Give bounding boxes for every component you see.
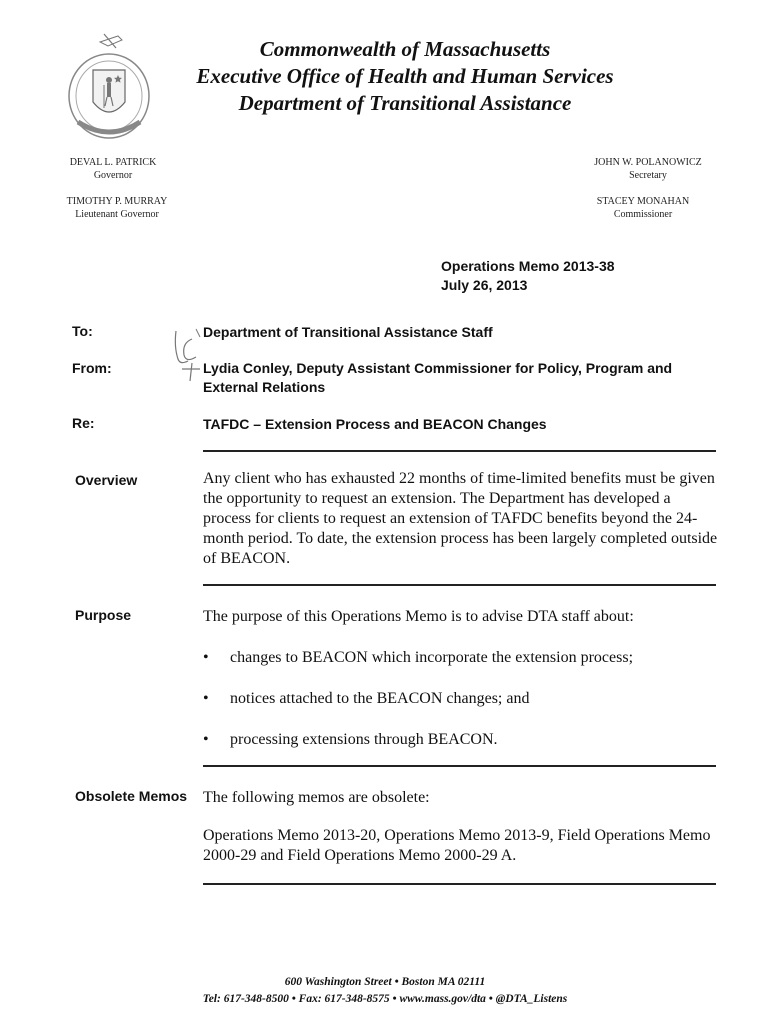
official-name: STACEY MONAHAN bbox=[596, 196, 690, 207]
header-department: Department of Transitional Assistance bbox=[238, 91, 572, 115]
handwritten-initials-icon bbox=[170, 325, 206, 383]
obsolete-text: Operations Memo 2013-20, Operations Memo 2013-9, Field Operations Memo 2000-29 and Field Operations Memo 2000-29 A. bbox=[203, 827, 711, 864]
footer-address: 600 Washington Street • Boston MA 02111 bbox=[284, 976, 486, 988]
divider bbox=[203, 450, 716, 452]
official-commissioner bbox=[588, 195, 698, 221]
list-item-text: notices attached to the BEACON changes; and bbox=[230, 690, 530, 707]
bullet-icon: • bbox=[203, 690, 209, 707]
to-label: To: bbox=[72, 323, 93, 339]
from-label: From: bbox=[72, 360, 112, 376]
from-value: Lydia Conley, Deputy Assistant Commissioner for Policy, Program and External Relations bbox=[203, 360, 673, 395]
official-lieutenant-governor bbox=[58, 195, 176, 221]
purpose-intro: The purpose of this Operations Memo is to advise DTA staff about: bbox=[203, 608, 634, 625]
divider bbox=[203, 584, 716, 586]
official-title: Commissioner bbox=[613, 209, 673, 220]
re-label: Re: bbox=[72, 415, 95, 431]
divider bbox=[203, 883, 716, 885]
obsolete-memos-label: Obsolete Memos bbox=[75, 788, 188, 804]
memo-date: July 26, 2013 bbox=[441, 277, 528, 293]
bullet-icon: • bbox=[203, 731, 209, 748]
purpose-label: Purpose bbox=[75, 607, 132, 623]
bullet-icon: • bbox=[203, 649, 209, 666]
official-name: TIMOTHY P. MURRAY bbox=[66, 196, 168, 207]
re-value: TAFDC – Extension Process and BEACON Changes bbox=[203, 416, 547, 432]
divider bbox=[203, 765, 716, 767]
purpose-bullet-list bbox=[203, 649, 718, 772]
obsolete-intro: The following memos are obsolete: bbox=[203, 789, 430, 806]
to-value: Department of Transitional Assistance Staff bbox=[203, 324, 493, 340]
official-name: JOHN W. POLANOWICZ bbox=[594, 157, 702, 168]
official-name: DEVAL L. PATRICK bbox=[69, 157, 157, 168]
list-item-text: changes to BEACON which incorporate the extension process; bbox=[230, 649, 634, 666]
header-commonwealth: Commonwealth of Massachusetts bbox=[259, 37, 551, 61]
list-item bbox=[203, 649, 718, 690]
massachusetts-seal-icon bbox=[60, 30, 158, 142]
official-title: Lieutenant Governor bbox=[75, 209, 159, 220]
official-title: Governor bbox=[93, 170, 133, 181]
overview-label: Overview bbox=[75, 472, 138, 488]
header-executive-office: Executive Office of Health and Human Services bbox=[196, 64, 614, 88]
official-governor bbox=[58, 156, 168, 182]
memo-number: Operations Memo 2013-38 bbox=[441, 258, 615, 274]
list-item-text: processing extensions through BEACON. bbox=[230, 731, 498, 748]
official-secretary bbox=[588, 156, 708, 182]
overview-text: Any client who has exhausted 22 months of time-limited benefits must be given the opportunity to request an extension. The Department has developed a process for clients to request an extension of TAFDC benefits beyond the 24-month period. To date, the extension process has been largely completed outside of BEACON. bbox=[203, 470, 718, 567]
official-title: Secretary bbox=[629, 170, 667, 181]
footer-contact: Tel: 617-348-8500 • Fax: 617-348-8575 • www.mass.gov/dta • @DTA_Listens bbox=[202, 993, 568, 1005]
list-item bbox=[203, 690, 718, 731]
